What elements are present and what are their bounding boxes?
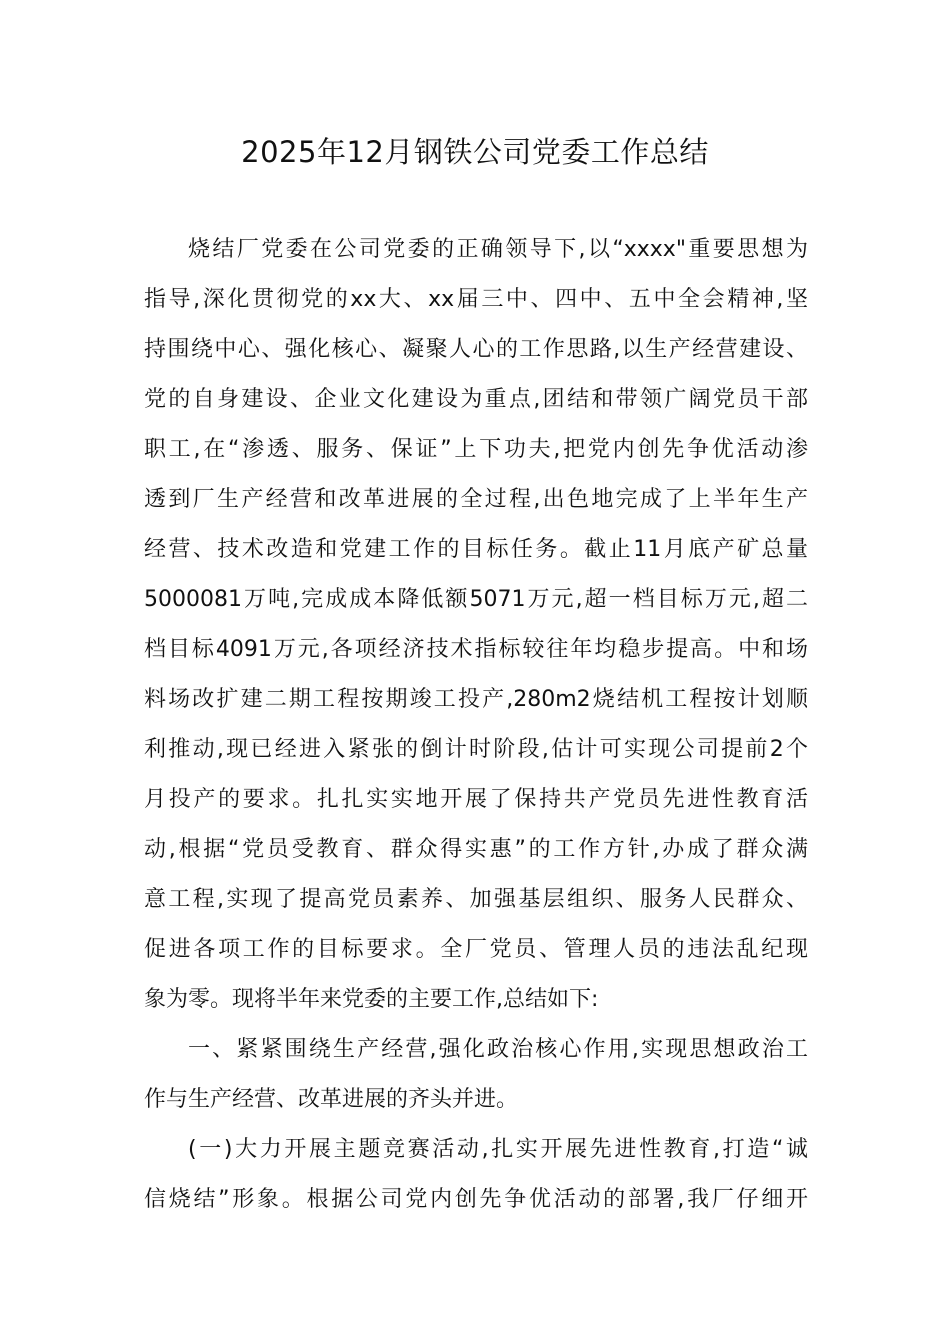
paragraph-line: 经营、技术改造和党建工作的目标任务。截止11月底产矿总量 xyxy=(144,537,808,562)
document-title: 2025年12月钢铁公司党委工作总结 xyxy=(241,135,709,169)
section-heading-1 xyxy=(144,1030,808,1130)
paragraph-line: 透到厂生产经营和改革进展的全过程,出色地完成了上半年生产 xyxy=(144,487,808,512)
paragraph-line: 月投产的要求。扎扎实实地开展了保持共产党员先进性教育活 xyxy=(144,787,808,812)
paragraph-line: 5000081万吨,完成成本降低额5071万元,超一档目标万元,超二 xyxy=(144,587,808,612)
paragraph-line: 一、紧紧围绕生产经营,强化政治核心作用,实现思想政治工 xyxy=(188,1037,808,1062)
paragraph-line: 促进各项工作的目标要求。全厂党员、管理人员的违法乱纪现 xyxy=(144,937,808,962)
paragraph-line: (一)大力开展主题竞赛活动,扎实开展先进性教育,打造“诚 xyxy=(188,1137,808,1162)
paragraph-line: 动,根据“党员受教育、群众得实惠”的工作方针,办成了群众满 xyxy=(144,837,808,862)
document-body xyxy=(144,230,808,1230)
paragraph-line: 意工程,实现了提高党员素养、加强基层组织、服务人民群众、 xyxy=(144,887,808,912)
paragraph-line: 档目标4091万元,各项经济技术指标较往年均稳步提高。中和场 xyxy=(144,637,808,662)
paragraph-line: 利推动,现已经进入紧张的倒计时阶段,估计可实现公司提前2个 xyxy=(144,737,808,762)
subsection-1-1 xyxy=(144,1130,808,1230)
paragraph-line: 职工,在“渗透、服务、保证”上下功夫,把党内创先争优活动渗 xyxy=(144,437,808,462)
paragraph-line: 信烧结”形象。根据公司党内创先争优活动的部署,我厂仔细开 xyxy=(144,1187,808,1212)
paragraph-line: 烧结厂党委在公司党委的正确领导下,以“xxxx"重要思想为 xyxy=(188,237,808,262)
paragraph-line: 料场改扩建二期工程按期竣工投产,280m2烧结机工程按计划顺 xyxy=(144,687,808,712)
paragraph-line: 作与生产经营、改革进展的齐头并进。 xyxy=(144,1087,519,1112)
paragraph-line: 象为零。现将半年来党委的主要工作,总结如下: xyxy=(144,987,599,1012)
paragraph-line: 党的自身建设、企业文化建设为重点,团结和带领广阔党员干部 xyxy=(144,387,808,412)
paragraph-intro xyxy=(144,230,808,1030)
paragraph-line: 指导,深化贯彻党的xx大、xx届三中、四中、五中全会精神,坚 xyxy=(144,287,808,312)
paragraph-line: 持围绕中心、强化核心、凝聚人心的工作思路,以生产经营建设、 xyxy=(144,337,808,362)
